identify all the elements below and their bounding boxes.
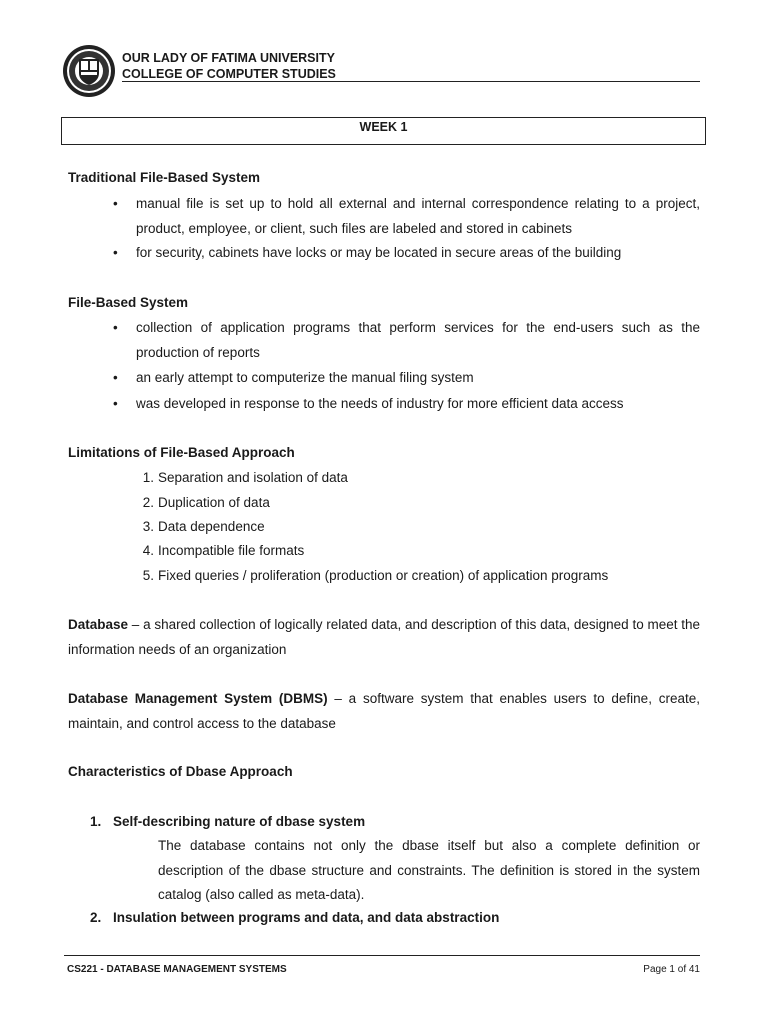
list-number: 5. bbox=[142, 568, 154, 583]
list-item: an early attempt to computerize the manual filing system bbox=[136, 370, 474, 385]
university-name: OUR LADY OF FATIMA UNIVERSITY bbox=[122, 51, 335, 65]
list-number: 3. bbox=[142, 519, 154, 534]
characteristic-title: Self-describing nature of dbase system bbox=[113, 814, 366, 829]
list-number: 2. bbox=[142, 495, 154, 510]
list-item: Incompatible file formats bbox=[158, 543, 305, 558]
list-item: Duplication of data bbox=[158, 495, 270, 510]
bullet-icon: • bbox=[113, 396, 118, 411]
footer-rule bbox=[64, 955, 700, 956]
section-heading-file-based: File-Based System bbox=[68, 295, 189, 310]
list-item: collection of application programs that perform services for the end-users such as the production of reports bbox=[136, 320, 700, 360]
header-rule bbox=[122, 81, 700, 82]
section-heading-characteristics: Characteristics of Dbase Approach bbox=[68, 764, 293, 779]
database-term: Database bbox=[68, 617, 129, 632]
characteristic-title: Insulation between programs and data, and data abstraction bbox=[113, 910, 500, 925]
bullet-icon: • bbox=[113, 245, 118, 260]
list-number: 1. bbox=[142, 470, 154, 485]
list-item: manual file is set up to hold all external and internal correspondence relating to a project, product, employee, or client, such files are labeled and stored in cabinets bbox=[136, 196, 700, 236]
week-title: WEEK 1 bbox=[359, 120, 408, 134]
footer-page-number: Page 1 of 41 bbox=[643, 964, 700, 975]
database-definition-text: – a shared collection of logically related data, and description of this data, designed to meet the information needs of an organization bbox=[68, 617, 700, 657]
university-seal-logo bbox=[62, 44, 116, 98]
bullet-icon: • bbox=[113, 320, 118, 335]
list-item: for security, cabinets have locks or may be located in secure areas of the building bbox=[136, 245, 622, 260]
college-name: COLLEGE OF COMPUTER STUDIES bbox=[122, 67, 336, 81]
database-definition bbox=[68, 613, 700, 662]
footer-course: CS221 - DATABASE MANAGEMENT SYSTEMS bbox=[67, 964, 287, 975]
section-heading-limitations: Limitations of File-Based Approach bbox=[68, 445, 295, 460]
characteristic-body: The database contains not only the dbase itself but also a complete definition or description of the dbase structure and constraints. The definition is stored in the system catalog (also called as meta-data). bbox=[158, 838, 700, 902]
list-item: Separation and isolation of data bbox=[158, 470, 348, 485]
list-item: Fixed queries / proliferation (production or creation) of application programs bbox=[158, 568, 609, 583]
list-item: was developed in response to the needs of industry for more efficient data access bbox=[136, 396, 624, 411]
list-number: 2. bbox=[90, 910, 102, 925]
bullet-icon: • bbox=[113, 370, 118, 385]
bullet-icon: • bbox=[113, 196, 118, 211]
dbms-definition bbox=[68, 687, 700, 736]
dbms-term: Database Management System (DBMS) bbox=[68, 691, 328, 706]
section-heading-traditional: Traditional File-Based System bbox=[68, 170, 261, 185]
list-number: 1. bbox=[90, 814, 102, 829]
list-item: Data dependence bbox=[158, 519, 265, 534]
list-number: 4. bbox=[142, 543, 154, 558]
dbms-definition-text: – a software system that enables users to define, create, maintain, and control access to the database bbox=[68, 691, 700, 731]
